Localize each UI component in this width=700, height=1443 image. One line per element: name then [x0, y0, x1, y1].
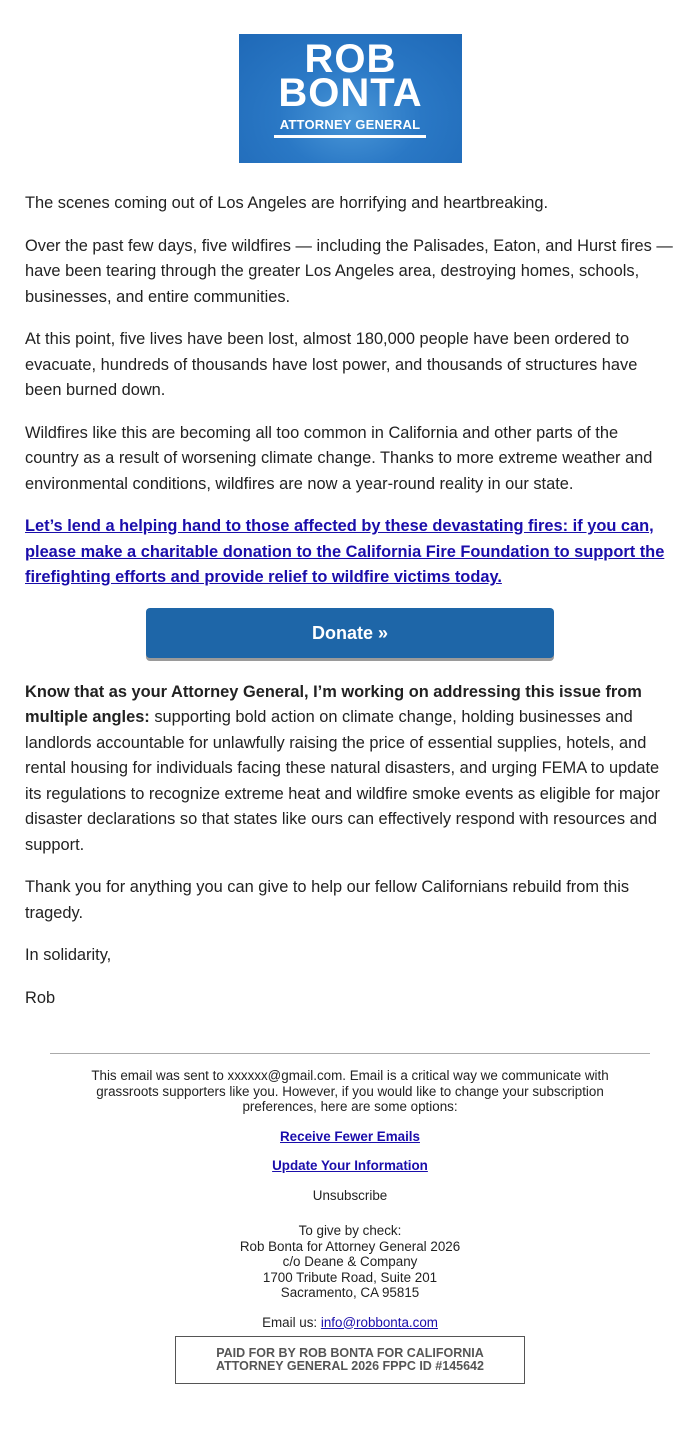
footer-sent-notice: This email was sent to xxxxxx@gmail.com. Email is a critical way we communicate with grassroots supporters like you. However, if you would like to change your subscription preferences, here are some options:: [91, 1068, 609, 1114]
check-address-block: [70, 1223, 630, 1301]
signature: Rob: [25, 988, 56, 1007]
closing: In solidarity,: [25, 946, 112, 964]
footer-update-info: [70, 1158, 630, 1174]
donate-button-wrap: [25, 608, 675, 658]
paid-for-disclaimer: [175, 1336, 525, 1384]
donation-cta-link[interactable]: Let’s lend a helping hand to those affected by these devastating fires: if you can, please make a charitable donation to the California Fire Foundation to support the firefighting efforts and provide relief to wildfire victims today.: [25, 517, 665, 586]
email-footer: [70, 1068, 630, 1344]
address-line-4: Sacramento, CA 95815: [280, 1285, 420, 1300]
paragraph-wildfires: Over the past few days, five wildfires — including the Palisades, Eaton, and Hurst fires — have been tearing through the greater Los Angeles area, destroying homes, schools, businesses, and entire communities.: [25, 236, 673, 306]
paragraph-multiple-angles-rest: supporting bold action on climate change, holding businesses and landlords accountable for unlawfully raising the price of essential supplies, hotels, and rental housing for individuals facing these natural disasters, and urging FEMA to update its regulations to recognize extreme heat and wildfire smoke events as eligible for major disaster declarations so that states like ours can effectively respond with resources and support.: [25, 708, 660, 854]
unsubscribe-link[interactable]: Unsubscribe: [312, 1187, 388, 1203]
logo-line-attorney-general: ATTORNEY GENERAL: [279, 117, 421, 132]
paragraph-cta: [25, 514, 675, 591]
email-us-link[interactable]: info@robbonta.com: [320, 1314, 438, 1330]
check-heading: To give by check:: [298, 1223, 402, 1238]
email-us-label: Email us:: [262, 1314, 321, 1330]
address-line-1: Rob Bonta for Attorney General 2026: [239, 1238, 461, 1254]
paragraph-intro: The scenes coming out of Los Angeles are horrifying and heartbreaking.: [25, 194, 548, 212]
donate-button[interactable]: Donate »: [146, 608, 554, 658]
paid-line-1: PAID FOR BY ROB BONTA FOR CALIFORNIA: [216, 1346, 484, 1360]
footer-email-us: [70, 1315, 630, 1331]
paragraph-thanks: Thank you for anything you can give to help our fellow Californians rebuild from this tragedy.: [25, 878, 630, 922]
paragraph-climate: Wildfires like this are becoming all too common in California and other parts of the country as a result of worsening climate change. Thanks to more extreme weather and environmental conditions, wildfires are now a year-round reality in our state.: [25, 423, 653, 493]
paragraph-multiple-angles-bold: Know that as your Attorney General, I’m working on addressing this issue from multiple angles:: [25, 682, 642, 726]
logo-line-bonta: BONTA: [278, 71, 423, 115]
address-line-2: c/o Deane & Company: [282, 1254, 418, 1269]
footer-divider: [50, 1053, 650, 1054]
paragraph-multiple-angles: [25, 680, 675, 859]
logo-line-rob: ROB: [304, 37, 397, 81]
footer-fewer-emails: [70, 1129, 630, 1145]
logo-underline: [274, 135, 426, 138]
update-information-link[interactable]: Update Your Information: [272, 1158, 428, 1173]
address-line-3: 1700 Tribute Road, Suite 201: [262, 1269, 438, 1285]
paid-line-2: ATTORNEY GENERAL 2026 FPPC ID #145642: [216, 1359, 484, 1373]
paragraph-losses: At this point, five lives have been lost, almost 180,000 people have been ordered to evacuate, hundreds of thousands have lost power, and thousands of structures have been burned down.: [25, 330, 638, 399]
receive-fewer-emails-link[interactable]: Receive Fewer Emails: [280, 1128, 420, 1144]
campaign-logo: [239, 34, 462, 163]
email-body: [25, 191, 675, 1028]
